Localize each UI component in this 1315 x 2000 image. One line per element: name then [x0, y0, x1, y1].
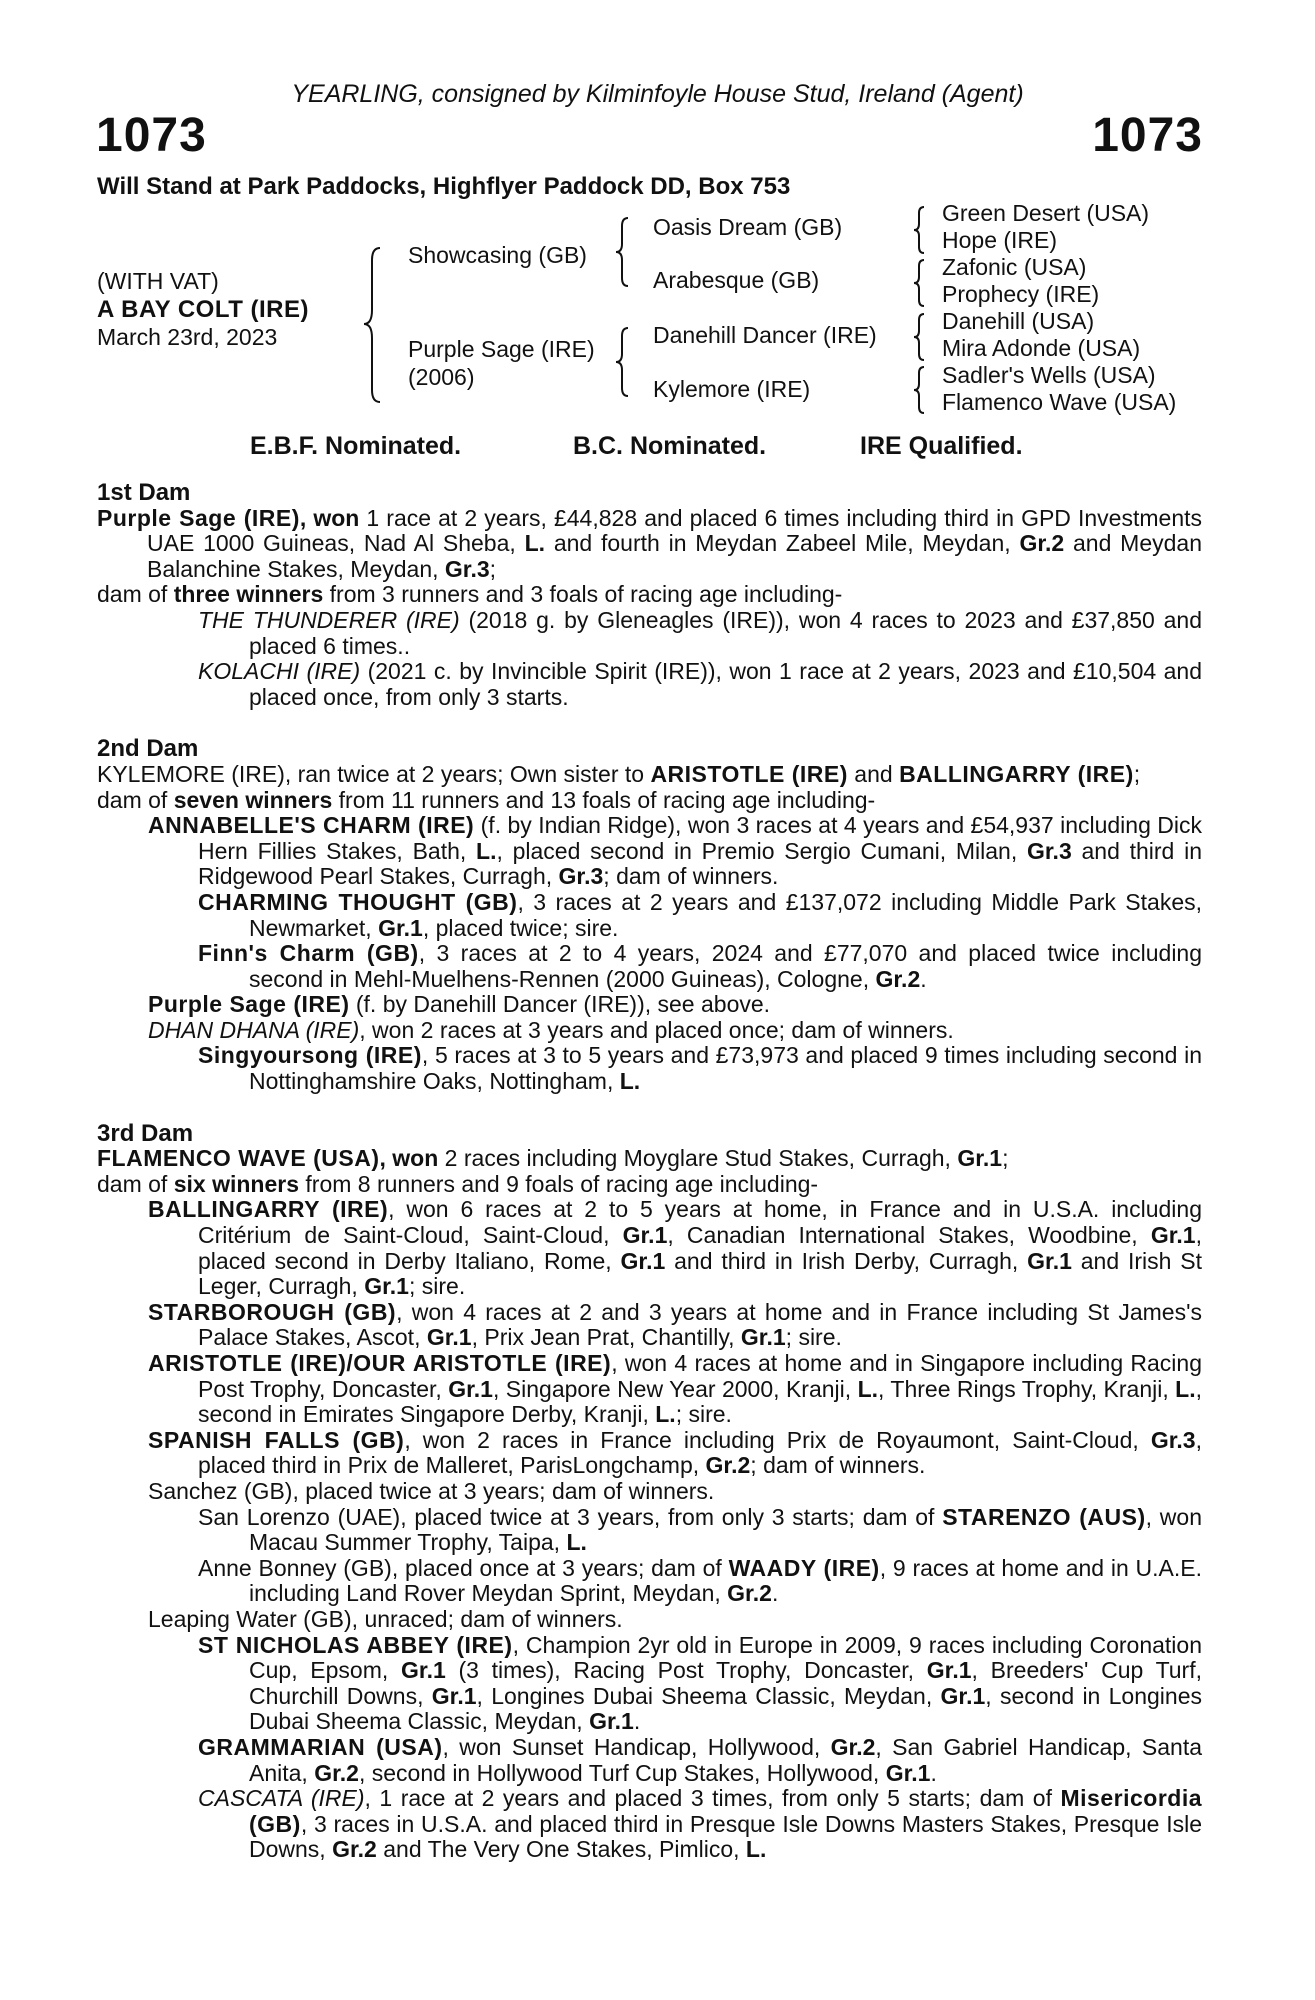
lot-number-left: 1073 [96, 109, 207, 162]
group-label: Gr.1 [401, 1657, 446, 1684]
dam-sire-dam: Mira Adonde (USA) [942, 335, 1141, 361]
race-text: Leaping Water (GB), unraced; dam of winners. [148, 1605, 623, 1632]
race-text: San Lorenzo (UAE), placed twice at 3 years, from only 3 starts; dam of [198, 1503, 943, 1530]
group-label: Gr.3 [1026, 837, 1072, 864]
horse-name: Finn's Charm (GB) [198, 940, 419, 967]
race-text: , placed twice; sire. [422, 914, 619, 941]
race-text: 1 race at 2 years, £44,828 and placed 6 times including third in GPD Investments UAE 1000 Guineas, Nad Al Sheba, [147, 504, 1202, 557]
group-label: Gr.1 [885, 1759, 931, 1786]
race-text: 2 races including Moyglare Stud Stakes, Curragh, [438, 1145, 958, 1172]
listed-label: L. [745, 1836, 767, 1863]
horse-name: BALLINGARRY (IRE) [899, 760, 1134, 787]
punctuation: . [771, 1580, 779, 1607]
group-label: Gr.2 [314, 1759, 359, 1786]
ire-qualification: IRE Qualified. [860, 432, 1023, 460]
produce-entry [97, 1479, 1202, 1505]
race-text: Sanchez (GB), placed twice at 3 years; dam of winners. [148, 1477, 715, 1504]
race-text: , Singapore New Year 2000, Kranji, [492, 1375, 858, 1402]
horse-name: Singyoursong (IRE) [198, 1042, 422, 1069]
lot-number-right: 1073 [1092, 109, 1203, 162]
horse-name: STARENZO (AUS) [942, 1503, 1146, 1530]
race-text: , won 2 races in France including Prix de Royaumont, Saint-Cloud, [404, 1426, 1151, 1453]
horse-name: WAADY (IRE) [728, 1554, 880, 1581]
produce-entry [97, 1786, 1202, 1863]
listed-label: L. [524, 530, 546, 557]
group-label: Gr.1 [1150, 1222, 1196, 1249]
group-label: Gr.1 [1027, 1247, 1072, 1274]
second-dam-record [97, 762, 1202, 788]
race-text: , second in Emirates Singapore Derby, Kranji, [198, 1375, 1202, 1428]
listed-label: L. [476, 837, 497, 864]
stand-location: Will Stand at Park Paddocks, Highflyer Paddock DD, Box 753 [97, 173, 791, 200]
race-text: , Breeders' Cup Turf, Churchill Downs, [249, 1657, 1203, 1709]
pedigree-brace-main [360, 240, 400, 410]
sire-dam-sire: Zafonic (USA) [942, 254, 1087, 280]
winners-count: seven winners [173, 786, 333, 813]
punctuation: ; [1002, 1145, 1009, 1172]
winners-count: three winners [173, 581, 324, 608]
pedigree-notes [97, 480, 1202, 1863]
group-label: Gr.2 [332, 1836, 377, 1863]
race-text: , Longines Dubai Sheema Classic, Meydan, [476, 1682, 941, 1709]
race-text: and fourth in Meydan Zabeel Mile, Meydan, [545, 530, 1020, 557]
horse-name: Purple Sage (IRE) [97, 504, 300, 531]
horse-name: CASCATA (IRE) [198, 1785, 365, 1812]
horse-name: DHAN DHANA (IRE) [148, 1016, 360, 1043]
first-dam-produce-summary [97, 582, 1202, 608]
group-label: Gr.1 [426, 1324, 472, 1351]
listed-label: L. [566, 1529, 587, 1556]
lot-title: A BAY COLT (IRE) [97, 296, 310, 323]
race-text: , won 4 races at home and in Singapore including Racing Post Trophy, Doncaster, [198, 1350, 1202, 1402]
race-text: Anne Bonney (GB), placed once at 3 years; dam of [198, 1554, 729, 1581]
produce-entry [97, 608, 1202, 659]
group-label: Gr.2 [705, 1452, 751, 1479]
consignment-line: YEARLING, consigned by Kilminfoyle House Stud, Ireland (Agent) [291, 80, 1024, 108]
listed-label: L. [857, 1375, 879, 1402]
produce-entry [97, 1043, 1202, 1094]
group-label: Gr.1 [431, 1682, 477, 1709]
race-text: and third in Irish Derby, Curragh, [665, 1247, 1028, 1274]
produce-entry [97, 1505, 1202, 1556]
race-text: (2021 c. by Invincible Spirit (IRE)), won 1 race at 2 years, 2023 and £10,504 and placed once, from only 3 starts. [249, 658, 1202, 710]
group-label: Gr.1 [448, 1375, 493, 1402]
race-text: ; sire. [785, 1324, 842, 1351]
produce-entry [97, 813, 1202, 890]
group-label: Gr.1 [957, 1145, 1003, 1172]
sire-sire: Oasis Dream (GB) [653, 214, 843, 240]
group-label: Gr.2 [727, 1580, 772, 1607]
group-label: Gr.1 [940, 1682, 986, 1709]
group-label: Gr.2 [1019, 530, 1065, 557]
punctuation: . [930, 1759, 937, 1786]
text: from 8 runners and 9 foals of racing age including- [299, 1170, 819, 1197]
race-text: , won 4 races at 2 and 3 years at home and in France including St James's Palace Stakes, Ascot, [198, 1298, 1202, 1351]
produce-entry [97, 1428, 1202, 1479]
group-label: Gr.1 [622, 1222, 668, 1249]
race-text: , 1 race at 2 years and placed 3 times, from only 5 starts; dam of [364, 1785, 1061, 1812]
text: KYLEMORE (IRE), ran twice at 2 years; Own sister to [97, 760, 651, 787]
horse-name: STARBOROUGH (GB) [148, 1298, 397, 1325]
text: dam of [97, 1170, 174, 1197]
race-text: , 3 races at 2 to 4 years, 2024 and £77,070 and placed twice including second in Mehl-Muelhens-Rennen (2000 Guineas), Cologne, [249, 940, 1203, 992]
sire-sire-dam: Hope (IRE) [942, 227, 1058, 253]
group-label: Gr.1 [364, 1273, 409, 1300]
race-text: and third in Ridgewood Pearl Stakes, Curragh, [198, 837, 1202, 890]
produce-entry [97, 659, 1202, 710]
group-label: Gr.1 [589, 1708, 634, 1735]
brace-ds [912, 311, 938, 363]
sire-name: Showcasing (GB) [408, 242, 587, 268]
group-label: Gr.3 [1150, 1426, 1196, 1453]
horse-name: ARISTOTLE (IRE)/OUR ARISTOTLE (IRE) [148, 1350, 612, 1376]
ebf-nomination: E.B.F. Nominated. [250, 432, 462, 460]
listed-label: L. [1175, 1375, 1196, 1402]
group-label: Gr.1 [740, 1324, 786, 1351]
race-text: ; sire. [675, 1401, 732, 1428]
third-dam-heading: 3rd Dam [97, 1119, 194, 1147]
race-text: , San Gabriel Handicap, Santa Anita, [249, 1733, 1203, 1786]
punctuation: . [633, 1708, 641, 1735]
horse-name: Misericordia (GB) [249, 1785, 1202, 1837]
group-label: Gr.1 [926, 1657, 972, 1684]
horse-name: ST NICHOLAS ABBEY (IRE) [198, 1631, 513, 1658]
horse-name: FLAMENCO WAVE (USA) [97, 1145, 380, 1172]
text: dam of [97, 581, 174, 608]
produce-entry [97, 1735, 1202, 1786]
race-text: , won 2 races at 3 years and placed once; dam of winners. [359, 1016, 954, 1043]
race-text: , second in Longines Dubai Sheema Classic, Meydan, [249, 1682, 1202, 1735]
dam-year: (2006) [408, 364, 475, 390]
race-text: , Prix Jean Prat, Chantilly, [471, 1324, 741, 1351]
sire-sire-sire: Green Desert (USA) [942, 200, 1150, 226]
pedigree-brace-dam [614, 324, 644, 400]
produce-entry [97, 1556, 1202, 1607]
dam-sire: Danehill Dancer (IRE) [653, 322, 877, 348]
dam-dam: Kylemore (IRE) [653, 376, 811, 402]
race-text: , 9 races at home and in U.A.E. including Land Rover Meydan Sprint, Meydan, [249, 1554, 1203, 1607]
horse-name: THE THUNDERER (IRE) [198, 606, 460, 633]
brace-dd [912, 364, 938, 416]
dam-dam-dam: Flamenco Wave (USA) [942, 389, 1177, 415]
produce-entry [97, 1018, 1202, 1044]
horse-name: ARISTOTLE (IRE) [650, 760, 848, 787]
text: dam of [97, 786, 174, 813]
race-text: , placed second in Premio Sergio Cumani, Milan, [496, 837, 1027, 864]
text: from 3 runners and 3 foals of racing age including- [323, 581, 843, 608]
sire-dam-dam: Prophecy (IRE) [942, 281, 1100, 307]
race-text: ; sire. [408, 1273, 466, 1300]
group-label: Gr.1 [620, 1247, 666, 1274]
second-dam-produce-summary [97, 788, 1202, 814]
produce-entry [97, 992, 1202, 1018]
punctuation: ; [1133, 760, 1141, 787]
race-text: , Champion 2yr old in Europe in 2009, 9 races including Coronation Cup, Epsom, [249, 1631, 1203, 1684]
horse-name: BALLINGARRY (IRE) [148, 1196, 389, 1223]
produce-entry [97, 1197, 1202, 1299]
race-text: , won 6 races at 2 to 5 years at home, in France and in U.S.A. including Critérium de Saint-Cloud, Saint-Cloud, [198, 1196, 1202, 1249]
race-text: , 5 races at 3 to 5 years and £73,973 and placed 9 times including second in Nottinghamshire Oaks, Nottingham, [249, 1042, 1202, 1095]
dam-sire-sire: Danehill (USA) [942, 308, 1095, 334]
pedigree-brace-sire [614, 214, 644, 290]
race-text: ; dam of winners. [603, 863, 779, 890]
dam-dam-sire: Sadler's Wells (USA) [942, 362, 1156, 388]
brace-sd [912, 257, 938, 309]
sire-dam: Arabesque (GB) [653, 267, 820, 293]
third-dam-record [97, 1146, 1202, 1172]
race-text: (3 times), Racing Post Trophy, Doncaster, [445, 1657, 927, 1684]
horse-name: KOLACHI (IRE) [198, 658, 361, 685]
horse-name: CHARMING THOUGHT (GB) [198, 888, 518, 915]
race-text: , won Sunset Handicap, Hollywood, [442, 1733, 831, 1760]
group-label: Gr.2 [875, 965, 921, 992]
won-label: , won [299, 504, 360, 531]
group-label: Gr.3 [444, 555, 490, 582]
winners-count: six winners [173, 1170, 299, 1197]
race-text: , Three Rings Trophy, Kranji, [878, 1375, 1176, 1402]
listed-label: L. [655, 1401, 676, 1428]
vat-note: (WITH VAT) [97, 268, 219, 294]
race-text: and The Very One Stakes, Pimlico, [376, 1836, 746, 1863]
race-text: , placed third in Prix de Malleret, ParisLongchamp, [198, 1426, 1202, 1479]
race-text: (f. by Indian Ridge), won 3 races at 4 years and £54,937 including Dick Hern Fillies Stakes, Bath, [198, 812, 1202, 864]
produce-entry [97, 1300, 1202, 1351]
race-text: , placed second in Derby Italiano, Rome, [198, 1222, 1202, 1274]
won-label: , won [379, 1145, 439, 1172]
listed-label: L. [619, 1068, 641, 1095]
group-label: Gr.2 [830, 1733, 876, 1760]
horse-name: SPANISH FALLS (GB) [148, 1426, 405, 1453]
text: and [847, 760, 900, 787]
produce-entry [97, 1633, 1202, 1735]
text: from 11 runners and 13 foals of racing age including- [332, 786, 876, 813]
race-text: (2018 g. by Gleneagles (IRE)), won 4 races to 2023 and £37,850 and placed 6 times.. [249, 606, 1202, 659]
race-text: (f. by Danehill Dancer (IRE)), see above. [349, 991, 771, 1018]
second-dam-heading: 2nd Dam [97, 735, 199, 763]
dam-name: Purple Sage (IRE) [408, 336, 595, 362]
produce-entry [97, 941, 1202, 992]
brace-ss [912, 204, 938, 256]
first-dam-heading: 1st Dam [97, 479, 191, 506]
race-text: , 3 races in U.S.A. and placed third in Presque Isle Downs Masters Stakes, Presque Isle Downs, [249, 1810, 1202, 1863]
race-text: and Meydan Balanchine Stakes, Meydan, [147, 530, 1202, 582]
race-text: , 3 races at 2 years and £137,072 including Middle Park Stakes, Newmarket, [249, 888, 1203, 941]
produce-entry [97, 890, 1202, 941]
produce-entry [97, 1607, 1202, 1633]
horse-name: Purple Sage (IRE) [148, 991, 350, 1018]
group-label: Gr.1 [378, 914, 423, 941]
punctuation: . [920, 965, 927, 992]
race-text: ; dam of winners. [750, 1452, 926, 1479]
race-text: , second in Hollywood Turf Cup Stakes, Hollywood, [358, 1759, 886, 1786]
produce-entry [97, 1351, 1202, 1428]
third-dam-produce-summary [97, 1172, 1202, 1198]
race-text: , won Macau Summer Trophy, Taipa, [249, 1503, 1202, 1556]
horse-name: ANNABELLE'S CHARM (IRE) [148, 812, 475, 839]
punctuation: ; [489, 555, 497, 582]
race-text: , Canadian International Stakes, Woodbine, [667, 1222, 1151, 1249]
bc-nomination: B.C. Nominated. [573, 432, 767, 460]
race-text: and Irish St Leger, Curragh, [198, 1247, 1202, 1300]
group-label: Gr.3 [558, 863, 604, 890]
horse-name: GRAMMARIAN (USA) [198, 1733, 443, 1760]
first-dam-record [97, 506, 1202, 583]
foaling-date: March 23rd, 2023 [97, 324, 278, 350]
